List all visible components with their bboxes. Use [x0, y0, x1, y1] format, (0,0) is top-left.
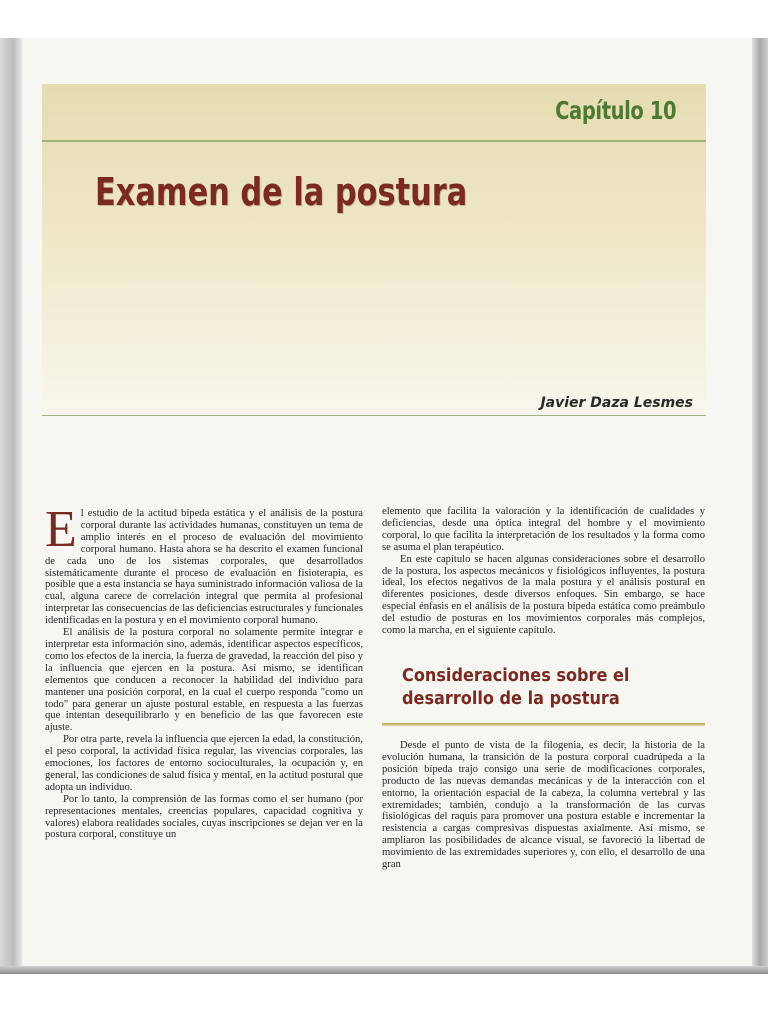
chapter-header-band [42, 84, 706, 414]
header-rule-bottom [42, 415, 706, 416]
body-paragraph: Por otra parte, revela la influencia que ejercen la edad, la constitución, el peso corporal, la actividad física regular, las vivencias corporales, las emociones, los factores de entorno socioculturales, la ocupación y, en general, las condiciones de salud física y mental, en la actitud postural que adopta un individuo. [45, 734, 363, 793]
drop-cap: E [45, 501, 77, 558]
body-paragraph: elemento que facilita la valoración y la identificación de cualidades y deficiencias, desde una óptica integral del hombre y el movimiento corporal, lo que facilita la interpretación de los resultados y la forma como se asuma el plan terapéutico. [382, 506, 705, 553]
scan-right-edge [752, 38, 768, 973]
scan-left-edge [0, 38, 22, 973]
chapter-label: Capítulo 10 [554, 96, 676, 125]
intro-paragraph [45, 501, 363, 627]
chapter-title: Examen de la postura [95, 170, 468, 214]
body-paragraph: El análisis de la postura corporal no solamente permite integrar e interpretar esta información sino, además, identificar aspectos específicos, como los efectos de la inercia, la fuerza de gravedad, la reacción del piso y la influencia que ejercen en la postura. Así mismo, se identifican elementos que conducen a reconocer la habilidad del individuo para mantener una posición corporal, en la cual el cuerpo responda "como un todo" para generar un ajuste postural estable, en respuesta a las fuerzas que intentan desequilibrarlo y en beneficio de las que favorecen este ajuste. [45, 627, 363, 734]
section-heading: Consideraciones sobre el desarrollo de la postura [402, 665, 630, 709]
header-rule-top [42, 140, 706, 142]
author-name: Javier Daza Lesmes [540, 395, 693, 411]
right-column [382, 506, 705, 871]
section-paragraph: Desde el punto de vista de la filogenia, es decir, la historia de la evolución humana, la transición de la postura corporal cuadrúpeda a la posición bípeda trajo consigo una serie de modificaciones corporales, producto de las nuevas demandas mecánicas y de la interacción con el entorno, la orientación espacial de la cabeza, la columna vertebral y las extremidades; también, condujo a la transformación de las curvas fisiológicas del raquis para promover una postura estable e incrementar la resistencia a cargas compresivas dispuestas axialmente. Así mismo, se ampliaron las posibilidades de alcance visual, se favoreció la libertad de movimiento de las extremidades superiores y, con ello, el desarrollo de una gran [382, 739, 705, 871]
section-rule [382, 723, 705, 726]
body-paragraph: Por lo tanto, la comprensión de las formas como el ser humano (por representaciones mentales, creencias populares, capacidad cognitiva y valores) elabora realidades sociales, cuyas inscripciones se dejan ver en la postura corporal, constituye un [45, 793, 363, 841]
body-paragraph: En este capítulo se hacen algunas consideraciones sobre el desarrollo de la postura, los aspectos mecánicos y fisiológicos influyentes, la postura ideal, los efectos negativos de la mala postura y el análisis postural en diferentes posiciones, desde diversos enfoques. Sin embargo, se hace especial énfasis en el análisis de la postura bípeda estática como preámbulo del estudio de posturas en los movimientos corporales más complejos, como la marcha, en el siguiente capítulo. [382, 553, 705, 637]
intro-paragraph-text: l estudio de la actitud bípeda estática y el análisis de la postura corporal durante las actividades humanas, constituyen un tema de amplio interés en el proceso de evaluación del movimiento corporal humano. Hasta ahora se ha descrito el examen funcional de cada uno de los sistemas corporales, que desarrollados sistemáticamente durante el proceso de evaluación en fisioterapia, es posible que a esta instancia se haya suministrado información valiosa de la cual, alguna carece de correlación integral que permita al profesional interpretar las consecuencias de las deficiencias estructurales y funcionales identificadas en la postura y en el movimiento corporal humano. [45, 508, 363, 627]
scan-bottom-edge [0, 966, 768, 974]
left-column [45, 501, 363, 841]
